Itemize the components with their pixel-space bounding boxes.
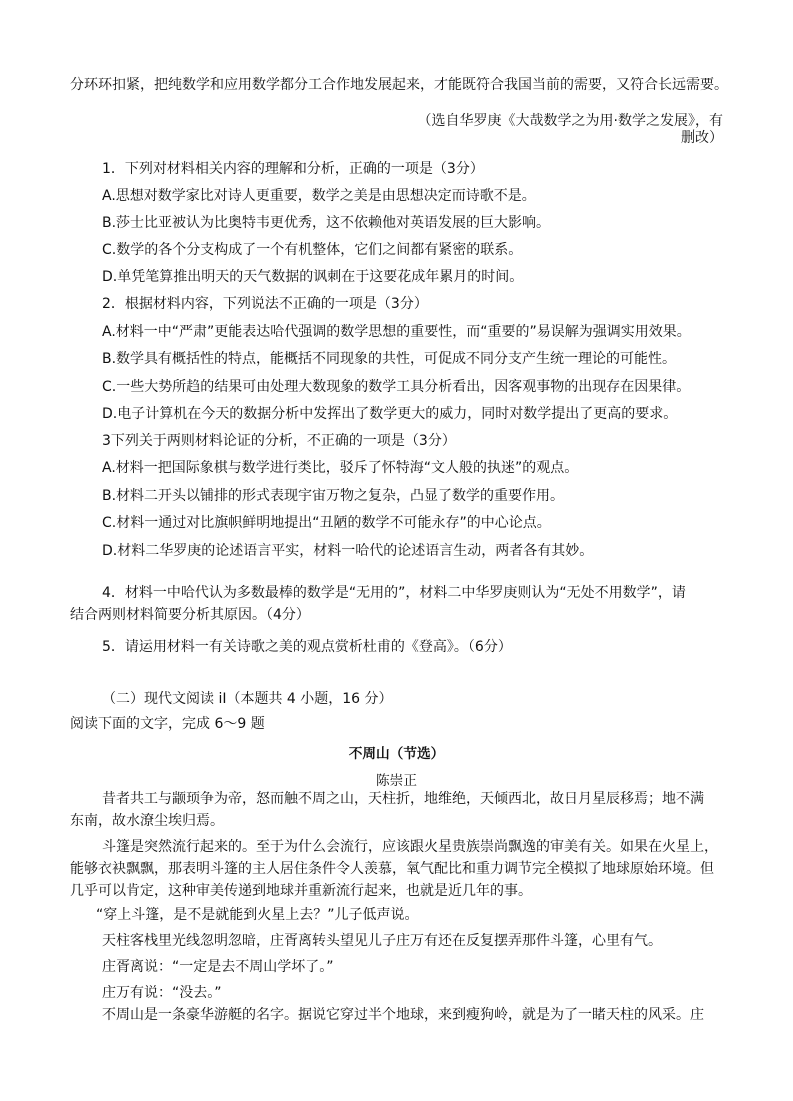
story-line-7: 天柱客栈里光线忽明忽暗，庄胥离转头望见儿子庄万有还在反复摆弄那件斗篷，心里有气。 [102, 933, 662, 949]
question-4-line-2: 结合两则材料简要分析其原因。（4分） [70, 607, 310, 623]
question-2-option-d: D.电子计算机在今天的数据分析中发挥出了数学更大的威力，同时对数学提出了更高的要求。 [102, 406, 678, 422]
source-note-line-2: 删改） [681, 130, 723, 146]
story-line-3: 斗篷是突然流行起来的。至于为什么会流行，应该跟火星贵族崇尚飘逸的审美有关。如果在火星上， [102, 839, 718, 855]
question-1-stem: 1．下列对材料相关内容的理解和分析，正确的一项是（3分） [102, 161, 484, 177]
story-line-8: 庄胥离说：“一定是去不周山学坏了。” [102, 959, 334, 975]
top-paragraph: 分环环扣紧，把纯数学和应用数学都分工合作地发展起来，才能既符合我国当前的需要，又符合长远需要。 [70, 77, 728, 93]
question-1-option-b: B.莎士比亚被认为比奥特韦更优秀，这不依赖他对英语发展的巨大影响。 [102, 215, 551, 231]
question-2-option-a: A.材料一中“严肃”更能表达哈代强调的数学思想的重要性，而“重要的”易误解为强调实用效果。 [102, 324, 691, 340]
story-line-2: 东南，故水潦尘埃归焉。 [70, 813, 224, 829]
story-line-10: 不周山是一条豪华游艇的名字。据说它穿过半个地球，来到瘦狗岭，就是为了一睹天柱的风采。庄 [102, 1007, 704, 1023]
section-2-instruction: 阅读下面的文字，完成 6～9 题 [70, 716, 265, 732]
section-2-heading: （二）现代文阅读 iI（本题共 4 小题，16 分） [102, 691, 393, 707]
question-5: 5．请运用材料一有关诗歌之美的观点赏析杜甫的《登高》。（6分） [102, 639, 512, 655]
question-3-option-d: D.材料二华罗庚的论述语言平实，材料一哈代的论述语言生动，两者各有其妙。 [102, 543, 594, 559]
story-line-1: 昔者共工与颛顼争为帝，怒而触不周之山，天柱折，地维绝，天倾西北，故日月星辰移焉；地不满 [102, 791, 704, 807]
source-note-line-1: （选自华罗庚《大哉数学之为用·数学之发展》，有 [417, 113, 723, 129]
story-line-9: 庄万有说：“没去。” [102, 985, 222, 1001]
story-title: 不周山（节选） [348, 746, 445, 762]
question-3-option-c: C.材料一通过对比旗帜鲜明地提出“丑陋的数学不可能永存”的中心论点。 [102, 515, 551, 531]
question-4-line-1: 4．材料一中哈代认为多数最棒的数学是“无用的”，材料二中华罗庚则认为“无处不用数学”，请 [102, 585, 686, 601]
question-2-stem: 2．根据材料内容，下列说法不正确的一项是（3分） [102, 296, 428, 312]
question-1-option-a: A.思想对数学家比对诗人更重要，数学之美是由思想决定而诗歌不是。 [102, 188, 536, 204]
question-1-option-d: D.单凭笔算推出明天的天气数据的讽刺在于这要花成年累月的时间。 [102, 269, 524, 285]
question-3-option-b: B.材料二开头以铺排的形式表现宇宙万物之复杂，凸显了数学的重要作用。 [102, 488, 565, 504]
story-line-5: 几乎可以肯定，这种审美传递到地球并重新流行起来，也就是近几年的事。 [70, 883, 532, 899]
question-3-stem: 3下列关于两则材料论证的分析，不正确的一项是（3分） [102, 433, 456, 449]
story-line-4: 能够衣袂飘飘，那表明斗篷的主人居住条件令人羡慕，氧气配比和重力调节完全模拟了地球原始环境。但 [70, 861, 714, 877]
question-3-option-a: A.材料一把国际象棋与数学进行类比，驳斥了怀特海“文人般的执迷”的观点。 [102, 460, 579, 476]
question-1-option-c: C.数学的各个分支构成了一个有机整体，它们之间都有紧密的联系。 [102, 242, 523, 258]
question-2-option-c: C.一些大势所趋的结果可由处理大数现象的数学工具分析看出，因客观事物的出现存在因果律。 [102, 379, 691, 395]
story-author: 陈崇正 [376, 773, 417, 789]
story-line-6: “穿上斗篷，是不是就能到火星上去？”儿子低声说。 [96, 907, 419, 923]
question-2-option-b: B.数学具有概括性的特点，能概括不同现象的共性，可促成不同分支产生统一理论的可能性。 [102, 351, 677, 367]
